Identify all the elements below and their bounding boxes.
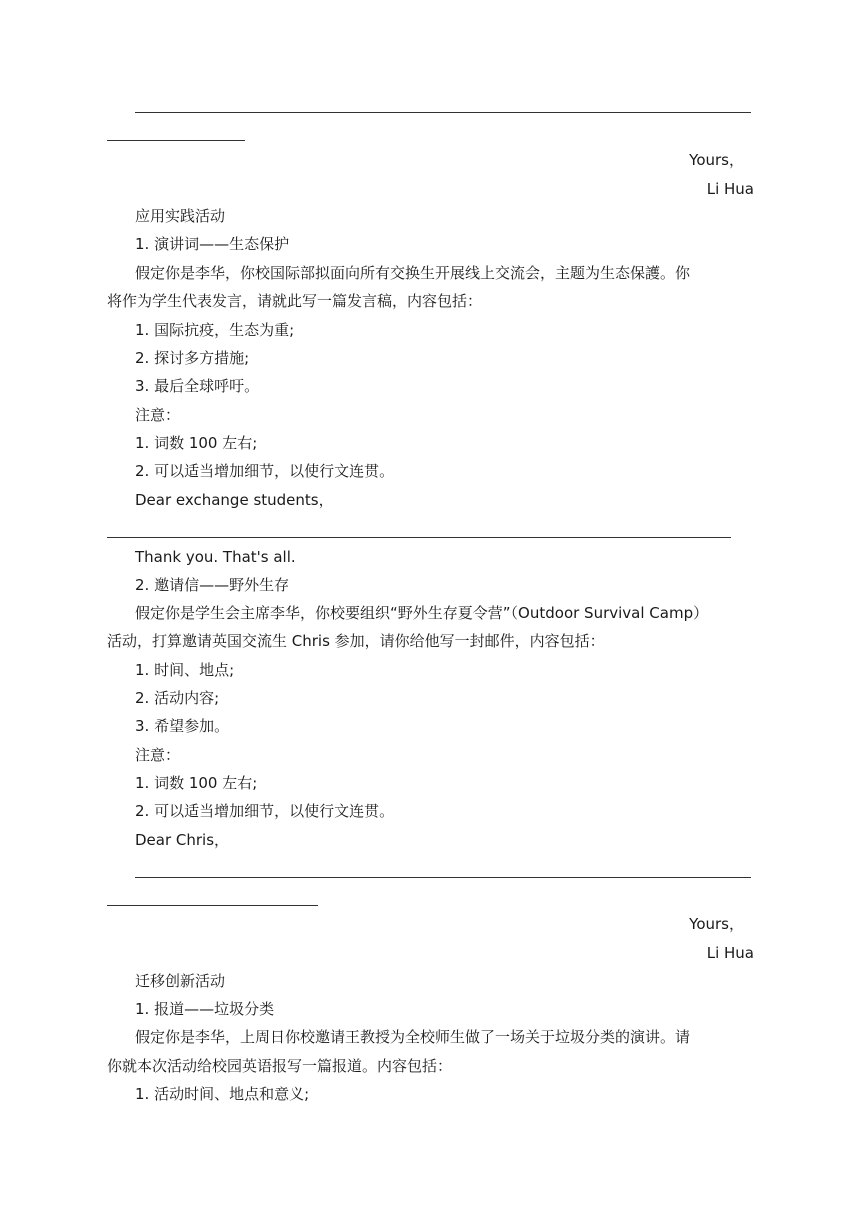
note-item: 2. 可以适当增加细节，以使行文连贯。 (135, 802, 395, 820)
task-title: 1. 演讲词——生态保护 (135, 235, 290, 253)
note-item: 1. 词数 100 左右; (135, 434, 258, 452)
section-heading-transfer: 迁移创新活动 (135, 972, 226, 990)
section-heading-practice: 应用实践活动 (135, 207, 226, 225)
answer-line (135, 112, 751, 113)
content-point: 2. 探讨多方措施; (135, 349, 250, 367)
task-prompt: 活动，打算邀请英国交流生 Chris 参加，请你给他写一封邮件，内容包括： (107, 632, 605, 650)
closing-yours: Yours， (689, 151, 744, 169)
content-point: 1. 国际抗疫，生态为重; (135, 321, 295, 339)
content-point: 2. 活动内容; (135, 689, 220, 707)
content-point: 3. 最后全球呼吁。 (135, 377, 260, 395)
letter-salutation: Dear exchange students， (135, 491, 334, 509)
closing-name: Li Hua (706, 944, 754, 962)
letter-salutation: Dear Chris， (135, 831, 230, 849)
speech-closing: Thank you. That's all. (135, 548, 296, 566)
task-prompt: 你就本次活动给校园英语报写一篇报道。内容包括： (107, 1057, 453, 1075)
answer-line (107, 905, 318, 906)
note-item: 2. 可以适当增加细节，以使行文连贯。 (135, 462, 395, 480)
note-heading: 注意： (135, 406, 181, 424)
note-heading: 注意： (135, 746, 181, 764)
task-title: 1. 报道——垃圾分类 (135, 1000, 275, 1018)
task-prompt: 假定你是学生会主席李华，你校要组织“野外生存夏令营”（Outdoor Survival Camp） (135, 604, 709, 622)
task-prompt: 假定你是李华，上周日你校邀请王教授为全校师生做了一场关于垃圾分类的演讲。请 (135, 1028, 691, 1046)
closing-name: Li Hua (706, 180, 754, 198)
content-point: 1. 活动时间、地点和意义; (135, 1085, 310, 1103)
note-item: 1. 词数 100 左右; (135, 774, 258, 792)
answer-line (107, 537, 731, 538)
task-prompt: 假定你是李华，你校国际部拟面向所有交换生开展线上交流会，主题为生态保護。你 (135, 264, 691, 282)
content-point: 3. 希望参加。 (135, 717, 230, 735)
content-point: 1. 时间、地点; (135, 661, 235, 679)
answer-line (107, 140, 245, 141)
task-prompt: 将作为学生代表发言，请就此写一篇发言稿，内容包括： (107, 292, 483, 310)
answer-line (135, 877, 751, 878)
task-title: 2. 邀请信——野外生存 (135, 576, 290, 594)
closing-yours: Yours， (689, 915, 744, 933)
